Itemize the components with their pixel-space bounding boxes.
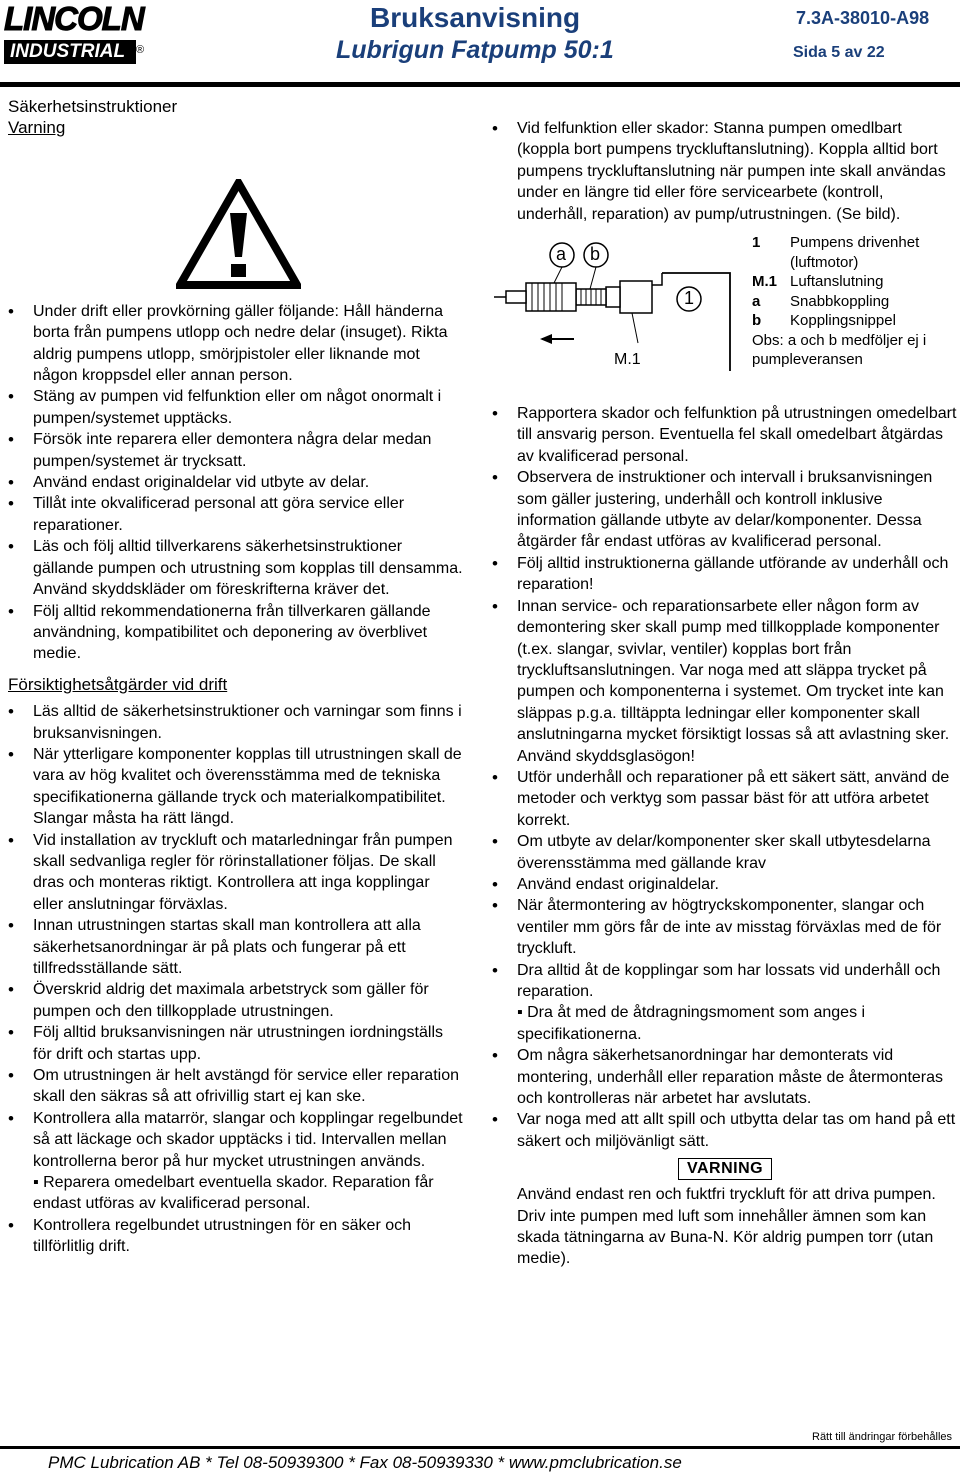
list-item: • Använd endast originaldelar. [492,874,958,895]
warning-triangle-icon [176,179,301,289]
section-heading-safety: Säkerhetsinstruktioner [8,97,178,116]
list-item: • Kontrollera regelbundet utrustningen för en säker och tillförlitlig drift. [8,1215,464,1258]
figure-label-a: a [556,244,567,265]
warning-box-label: VARNING [678,1158,772,1180]
list-item: • Läs och följ alltid tillverkarens säkerhetsinstruktioner gällande pumpen och utrustning som kopplas till densamma. [8,536,464,579]
air-connection-figure [492,233,958,393]
figure-label-m1: M.1 [614,351,641,369]
legend-row [752,311,960,331]
list-item: • Följ alltid instruktionerna gällande utförande av underhåll och reparation! [492,553,958,596]
document-subtitle: Lubrigun Fatpump 50:1 [336,36,614,64]
warning-list [8,301,464,665]
list-item: • Om några säkerhetsanordningar har demonterats vid montering, underhåll eller reparation måste de återmonteras och kontrolleras när arbetet har avslutats. [492,1045,958,1109]
legend-key: M.1 [752,273,778,291]
legend-text: Kopplingsnippel [790,312,896,330]
footer-contact: PMC Lubrication AB * Tel 08-50939300 * Fax 08-50939330 * www.pmclubrication.se [48,1453,682,1472]
header-divider [0,82,960,87]
list-item: • Följ alltid bruksanvisningen när utrustningen iordningställs för drift och startas upp. [8,1022,464,1065]
list-item: • Innan utrustningen startas skall man kontrollera att alla säkerhetsanordningar är på plats och fungerar på ett tillfredsställande sätt. [8,915,464,979]
list-item: • Läs alltid de säkerhetsinstruktioner och varningar som finns i bruksanvisningen. [8,701,464,744]
legend-key: b [752,312,762,330]
list-item: • När återmontering av högtryckskomponenter, slangar och ventiler mm görs får de inte av misstag förväxlas med de för tryckluft. [492,895,958,959]
sub-list-item: ▪ Dra åt med de åtdragningsmoment som anges i specifikationerna. [517,1004,866,1043]
logo-bottom-text: INDUSTRIAL [4,40,136,64]
legend-text: Pumpens drivenhet (luftmotor) [790,234,920,271]
list-item: • Överskrid aldrig det maximala arbetstryck som gäller för pumpen och den tillkopplade utrustningen. [8,979,464,1022]
precautions-list [8,701,464,1258]
figure-label-b: b [590,244,601,265]
logo-top-text: LINCOLN [4,0,144,37]
warning-text: Använd endast ren och fuktfri tryckluft för att driva pumpen. Driv inte pumpen med luft som innehåller ämnen som kan skada tätningarna av Buna-N. Kör aldrig pumpen torr (utan medie). [517,1186,936,1268]
legend-text: Luftanslutning [790,273,884,291]
left-column [8,96,464,1258]
page-number: Sida 5 av 22 [793,44,885,61]
document-number: 7.3A-38010-A98 [796,8,930,28]
document-title: Bruksanvisning [370,2,581,33]
legend-text: Snabbkoppling [790,292,890,310]
footer-divider [0,1446,960,1449]
list-item: • Tillåt inte okvalificerad personal att göra service eller reparationer. [8,493,464,536]
list-item: • Under drift eller provkörning gäller följande: Håll händerna borta från pumpens utlopp och nedre delar (insuget). Rikta aldrig pumpens utlopp, smörjpistoler eller liknande mot någon kroppsdel eller annan person. [8,301,464,387]
list-item: • Vid felfunktion eller skador: Stanna pumpen omedlbart (koppla bort pumpens tryckluftanslutning). Koppla alltid bort pumpens tryckluftanslutning när pumpen inte skall användas under en längre tid eller före servicearbete (kontroll, underhåll, reparation) av pump/utrustningen. (Se bild). [492,118,958,225]
list-item: • Vid installation av tryckluft och matarledningar från pumpen skall sedvanliga regler för rörinstallationer följas. De skall dras och monteras riktigt. Kontrollera att inga kopplingar eller anslutningar förväxlas. [8,830,464,916]
legend-row [752,233,960,272]
list-item: • Dra alltid åt de kopplingar som har lossats vid underhåll och reparation. [492,960,958,1003]
legend-row [752,292,960,312]
legend-note: Obs: a och b medföljer ej i pumpleveransen [752,331,927,369]
sub-list-item: ▪ Reparera omedelbart eventuella skador. Reparation får endast utföras av kvalificerad personal. [33,1174,434,1213]
list-item: • Försök inte reparera eller demontera några delar medan pumpen/systemet är trycksatt. [8,429,464,472]
list-item: • Följ alltid rekommendationerna från tillverkaren gällande användning, kompatibilitet och deponering av överblivet medie. [8,601,464,665]
list-item: • Använd endast originaldelar vid utbyte av delar. [8,472,464,493]
list-item-continuation: Använd skyddskläder om föreskrifterna kräver det. [33,581,390,599]
list-item: • Kontrollera alla matarrör, slangar och kopplingar regelbundet så att läckage och skador upptäcks i tid. Intervallen mellan kontrollerna beror på hur mycket utrustningen används. [8,1108,464,1172]
maintenance-list [492,403,958,1152]
footer-disclaimer: Rätt till ändringar förbehålles [812,1431,953,1443]
legend-key: 1 [752,234,761,252]
list-item: • Var noga med att allt spill och utbytta delar tas om hand på ett säkert och miljövänligt sätt. [492,1109,958,1152]
subheading-warning: Varning [8,118,66,138]
legend-key: a [752,292,761,310]
malfunction-list [492,118,958,225]
lincoln-logo [4,2,144,74]
figure-legend [752,233,960,370]
section-heading-precautions: Försiktighetsåtgärder vid drift [8,674,228,694]
legend-row [752,272,960,292]
list-item: • Stäng av pumpen vid felfunktion eller om något onormalt i pumpen/systemet upptäcks. [8,386,464,429]
list-item: • Innan service- och reparationsarbete eller någon form av demontering sker skall pump med tillkopplade komponenter (t.ex. slangar, svivlar, ventiler) kopplas bort från tryckluftsanslutningen. Var noga med att släppa trycket på pumpen och komponenterna i systemet. Om trycket inte kan släppas p.g.a. tilltäppta ledningar eller komponenter skall anslutningarna mycket försiktigt lossas så att avlastning sker. Använd skyddsglasögon! [492,596,958,767]
list-item: • Om utbyte av delar/komponenter sker skall utbytesdelarna överensstämma med gällande krav [492,831,958,874]
list-item: • Rapportera skador och felfunktion på utrustningen omedelbart till ansvarig person. Eventuella fel skall omedelbart åtgärdas av kvalificerad personal. [492,403,958,467]
registered-mark: ® [136,44,145,56]
list-item: • Utför underhåll och reparationer på ett säkert sätt, använd de metoder och verktyg som passar bäst för att utföra arbetet korrekt. [492,767,958,831]
list-item: • När ytterligare komponenter kopplas till utrustningen skall de vara av hög kvalitet och överensstämma med de tekniska specifikationerna gällande tryck och materialkompatibilitet. Slangar måsta ha rätt längd. [8,744,464,830]
list-item: • Om utrustningen är helt avstängd för service eller reparation skall den säkras så att ofrivillig start ej kan ske. [8,1065,464,1108]
figure-label-1: 1 [684,288,695,309]
right-column [492,118,958,1270]
list-item: • Observera de instruktioner och intervall i bruksanvisningen som gäller justering, underhåll och kontroll inklusive information gällande utbyte av delar/komponenter. Dessa åtgärder får endast utföras av kvalificerad personal. [492,467,958,553]
